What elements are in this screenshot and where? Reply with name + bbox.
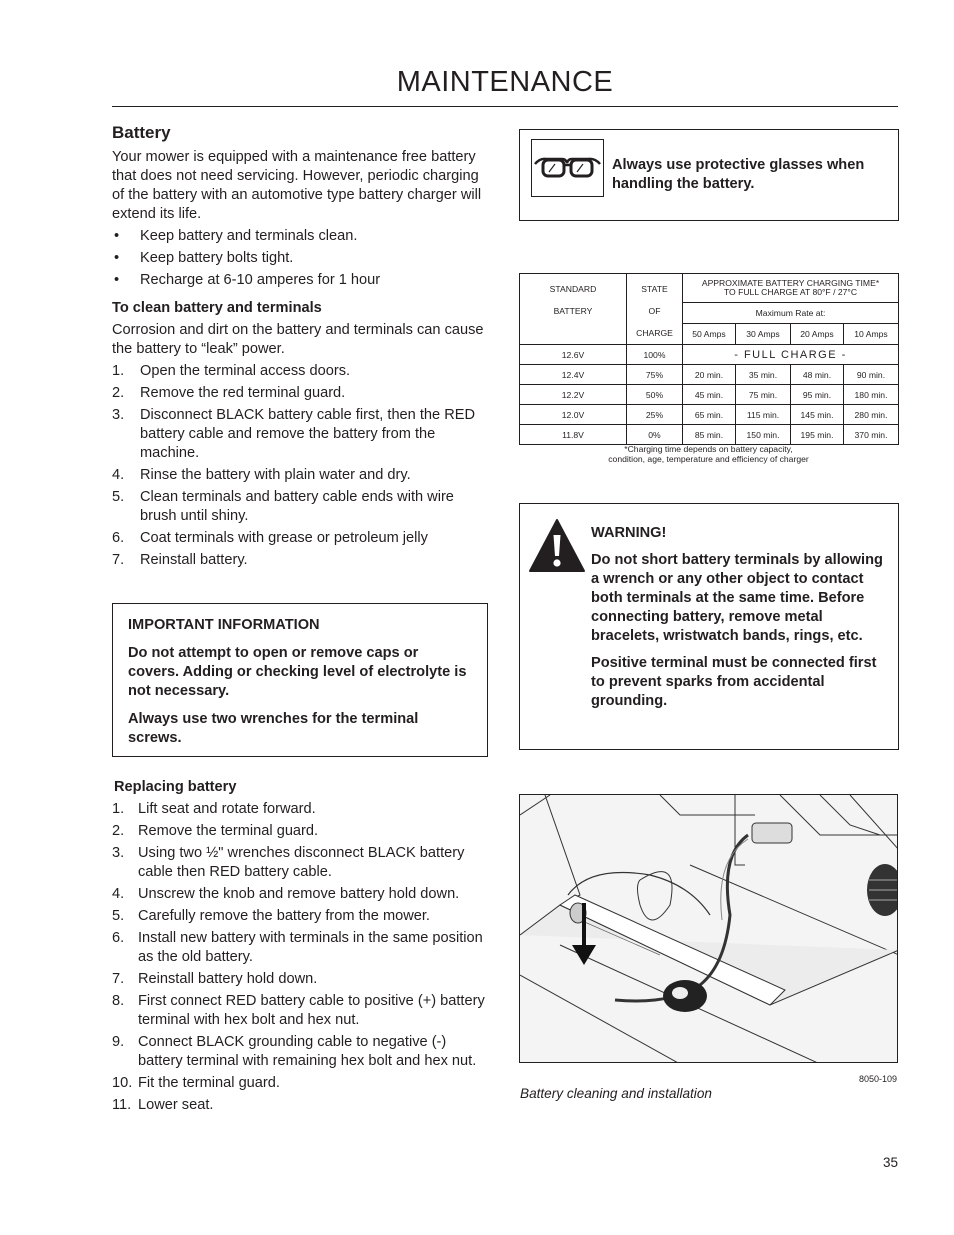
header-rate: 10 Amps xyxy=(844,324,899,345)
step-text: Rinse the battery with plain water and dry. xyxy=(140,467,411,483)
table-cell: 25% xyxy=(627,405,683,425)
title-rule xyxy=(112,106,898,107)
step-text: Reinstall battery. xyxy=(140,552,248,568)
bullet-text: Keep battery and terminals clean. xyxy=(140,228,358,244)
list-item xyxy=(112,488,492,526)
step-number: 2. xyxy=(112,385,125,401)
table-cell: 20 min. xyxy=(683,365,736,385)
table-cell: 195 min. xyxy=(791,425,844,445)
list-item xyxy=(112,844,494,882)
table-cell: 180 min. xyxy=(844,385,899,405)
footnote-line: *Charging time depends on battery capacity, xyxy=(624,444,793,454)
table-cell: 12.0V xyxy=(520,405,627,425)
table-cell: 12.4V xyxy=(520,365,627,385)
list-item xyxy=(112,822,494,841)
warning-box xyxy=(519,503,899,750)
bullet-symbol: • xyxy=(114,272,120,288)
step-number: 4. xyxy=(112,886,125,902)
battery-bullets xyxy=(112,227,492,290)
list-item xyxy=(112,529,492,548)
step-text: Remove the red terminal guard. xyxy=(140,385,346,401)
battery-intro: Your mower is equipped with a maintenance free battery that does not need servicing. However, periodic charging of the battery with an automotive type battery charger will extend its life. xyxy=(112,149,482,222)
step-number: 7. xyxy=(112,552,125,568)
battery-section xyxy=(112,122,492,573)
step-text: Install new battery with terminals in the same position as the old battery. xyxy=(138,930,483,965)
list-item xyxy=(112,970,494,989)
cleaning-intro: Corrosion and dirt on the battery and terminals can cause the battery to “leak” power. xyxy=(112,322,484,357)
list-item xyxy=(112,800,494,819)
page-number: 35 xyxy=(882,1155,898,1170)
table-cell: 50% xyxy=(627,385,683,405)
battery-illustration xyxy=(519,794,898,1063)
list-item xyxy=(112,271,492,290)
bullet-text: Keep battery bolts tight. xyxy=(140,250,294,266)
table-cell: 100% xyxy=(627,345,683,365)
table-cell: 370 min. xyxy=(844,425,899,445)
important-para1: Do not attempt to open or remove caps or covers. Adding or checking level of electrolyte is not necessary. xyxy=(128,645,467,699)
step-number: 10. xyxy=(112,1075,133,1091)
step-text: Unscrew the knob and remove battery hold down. xyxy=(138,886,460,902)
step-number: 6. xyxy=(112,930,125,946)
step-text: First connect RED battery cable to positive (+) battery terminal with hex bolt and hex nut. xyxy=(138,993,485,1028)
list-item xyxy=(112,227,492,246)
step-text: Reinstall battery hold down. xyxy=(138,971,318,987)
figure-code: 8050-109 xyxy=(858,1074,897,1084)
table-cell: 280 min. xyxy=(844,405,899,425)
table-cell: 145 min. xyxy=(791,405,844,425)
table-row xyxy=(520,425,899,445)
header-text: STATE xyxy=(641,284,668,294)
step-text: Using two ½" wrenches disconnect BLACK battery cable then RED battery cable. xyxy=(138,845,465,880)
step-number: 5. xyxy=(112,908,125,924)
header-state-of-charge xyxy=(627,274,683,345)
step-number: 2. xyxy=(112,823,125,839)
header-rate: 30 Amps xyxy=(736,324,791,345)
warning-text xyxy=(591,524,891,719)
replacing-heading: Replacing battery xyxy=(114,779,237,795)
step-number: 3. xyxy=(112,407,125,423)
table-cell: 11.8V xyxy=(520,425,627,445)
step-text: Lower seat. xyxy=(138,1097,214,1113)
step-number: 3. xyxy=(112,845,125,861)
header-rate: 20 Amps xyxy=(791,324,844,345)
table-cell: 85 min. xyxy=(683,425,736,445)
figure-caption: Battery cleaning and installation xyxy=(520,1086,712,1101)
battery-charging-table xyxy=(519,273,899,445)
bullet-symbol: • xyxy=(114,250,120,266)
charging-table-footnote xyxy=(519,444,898,464)
step-number: 4. xyxy=(112,467,125,483)
battery-heading: Battery xyxy=(112,123,171,142)
replacing-section xyxy=(112,778,494,1118)
header-text: APPROXIMATE BATTERY CHARGING TIME* xyxy=(701,278,880,288)
step-text: Fit the terminal guard. xyxy=(138,1075,280,1091)
table-row xyxy=(520,405,899,425)
protective-glasses-icon xyxy=(531,139,604,197)
step-text: Disconnect BLACK battery cable first, then the RED battery cable and remove the battery from the machine. xyxy=(140,407,476,461)
table-cell: 115 min. xyxy=(736,405,791,425)
header-text: BATTERY xyxy=(553,306,593,316)
step-number: 11. xyxy=(112,1097,132,1113)
step-text: Carefully remove the battery from the mower. xyxy=(138,908,430,924)
list-item xyxy=(112,907,494,926)
bullet-text: Recharge at 6-10 amperes for 1 hour xyxy=(140,272,381,288)
step-text: Clean terminals and battery cable ends with wire brush until shiny. xyxy=(140,489,454,524)
table-cell: 48 min. xyxy=(791,365,844,385)
table-cell: 150 min. xyxy=(736,425,791,445)
important-heading: IMPORTANT INFORMATION xyxy=(128,617,320,633)
header-text: OF xyxy=(648,306,661,316)
header-text: TO FULL CHARGE AT 80°F / 27°C xyxy=(723,287,858,297)
table-row xyxy=(520,345,899,365)
table-cell: 35 min. xyxy=(736,365,791,385)
step-number: 1. xyxy=(112,363,125,379)
bullet-symbol: • xyxy=(114,228,120,244)
protective-glasses-notice xyxy=(519,129,899,221)
list-item xyxy=(112,249,492,268)
step-text: Remove the terminal guard. xyxy=(138,823,319,839)
step-text: Open the terminal access doors. xyxy=(140,363,351,379)
warning-para1: Do not short battery terminals by allowing a wrench or any other object to contact both terminals at the same time. Before connecting battery, remove metal bracelets, wristwatch bands, rings, etc. xyxy=(591,552,883,644)
step-number: 7. xyxy=(112,971,125,987)
warning-heading: WARNING! xyxy=(591,525,667,541)
step-number: 1. xyxy=(112,801,125,817)
warning-para2: Positive terminal must be connected first to prevent sparks from accidental grounding. xyxy=(591,655,877,709)
cleaning-heading: To clean battery and terminals xyxy=(112,300,322,316)
list-item xyxy=(112,551,492,570)
list-item xyxy=(112,885,494,904)
step-number: 9. xyxy=(112,1034,125,1050)
important-information-box xyxy=(112,603,488,757)
step-text: Coat terminals with grease or petroleum jelly xyxy=(140,530,428,546)
cleaning-steps xyxy=(112,362,492,570)
list-item xyxy=(112,992,494,1030)
header-max-rate: Maximum Rate at: xyxy=(683,303,899,324)
step-number: 8. xyxy=(112,993,125,1009)
table-cell: 12.2V xyxy=(520,385,627,405)
table-cell: 75% xyxy=(627,365,683,385)
list-item xyxy=(112,1074,494,1093)
list-item xyxy=(112,384,492,403)
table-cell: 65 min. xyxy=(683,405,736,425)
table-cell: - FULL CHARGE - xyxy=(683,345,899,365)
step-text: Lift seat and rotate forward. xyxy=(138,801,316,817)
table-cell: 90 min. xyxy=(844,365,899,385)
replacing-steps xyxy=(112,800,494,1115)
step-number: 5. xyxy=(112,489,125,505)
glasses-notice-text: Always use protective glasses when handling the battery. xyxy=(612,157,865,192)
list-item xyxy=(112,929,494,967)
list-item xyxy=(112,1096,494,1115)
warning-triangle-icon xyxy=(528,518,586,579)
table-row xyxy=(520,385,899,405)
step-text: Connect BLACK grounding cable to negative (-) battery terminal with remaining hex bolt and hex nut. xyxy=(138,1034,477,1069)
table-cell: 45 min. xyxy=(683,385,736,405)
header-standard-battery xyxy=(520,274,627,345)
step-number: 6. xyxy=(112,530,125,546)
list-item xyxy=(112,466,492,485)
important-para2: Always use two wrenches for the terminal screws. xyxy=(128,711,419,746)
table-row xyxy=(520,365,899,385)
table-cell: 12.6V xyxy=(520,345,627,365)
header-text: STANDARD xyxy=(549,284,597,294)
header-charging-time xyxy=(683,274,899,303)
header-rate: 50 Amps xyxy=(683,324,736,345)
table-cell: 95 min. xyxy=(791,385,844,405)
list-item xyxy=(112,362,492,381)
table-cell: 75 min. xyxy=(736,385,791,405)
list-item xyxy=(112,406,492,463)
footnote-line: condition, age, temperature and efficiency of charger xyxy=(608,454,809,464)
table-cell: 0% xyxy=(627,425,683,445)
page-title: MAINTENANCE xyxy=(396,66,614,98)
list-item xyxy=(112,1033,494,1071)
header-text: CHARGE xyxy=(636,328,673,338)
